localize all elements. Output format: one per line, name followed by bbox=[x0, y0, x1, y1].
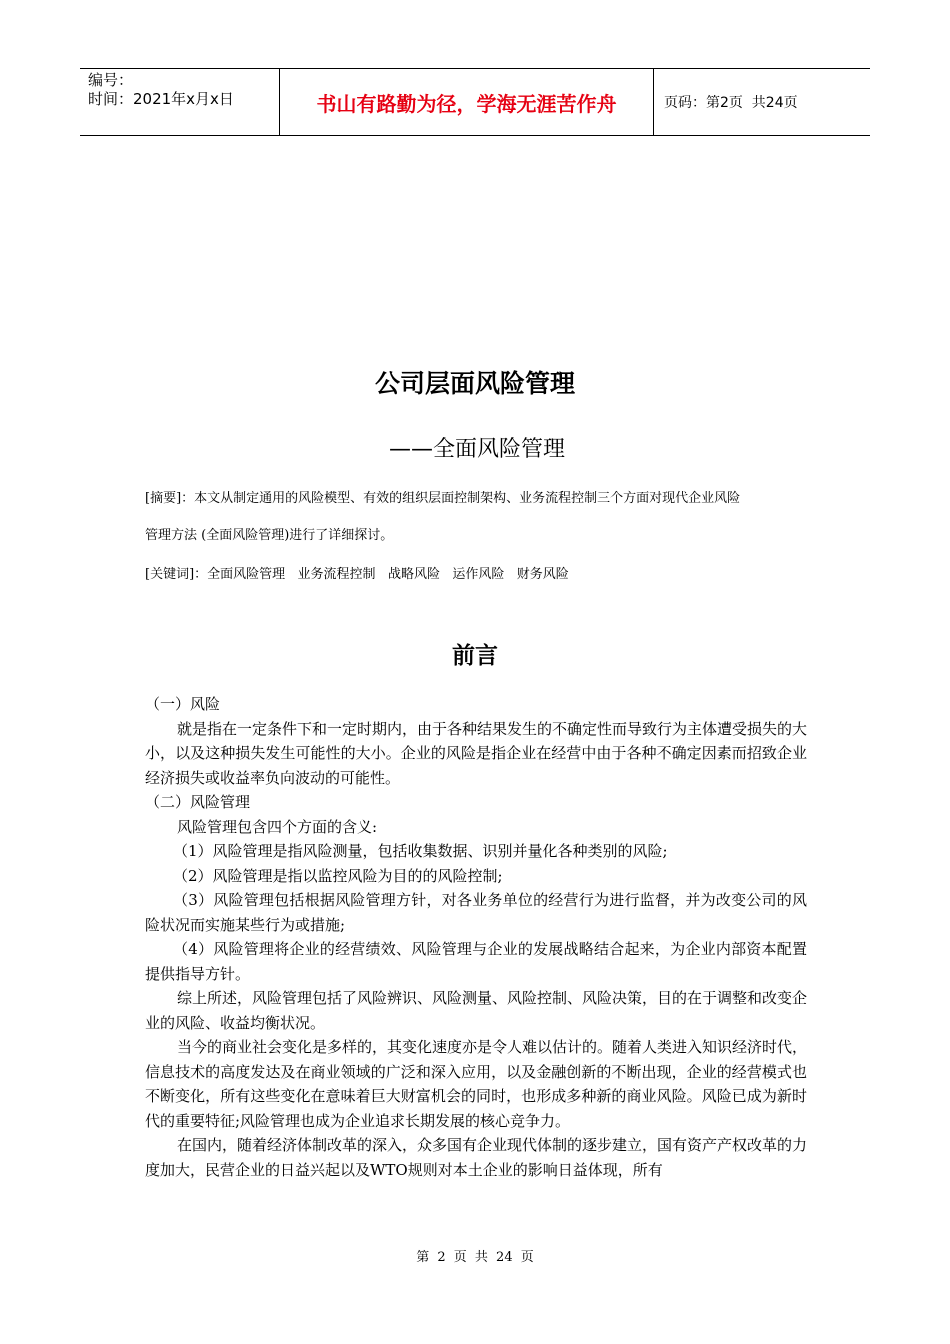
list-item: （4）风险管理将企业的经营绩效、风险管理与企业的发展战略结合起来，为企业内部资本配置提供指导方针。 bbox=[145, 940, 807, 983]
page-footer: 第 2 页 共 24 页 bbox=[416, 1250, 534, 1265]
document-title: 公司层面风险管理 bbox=[374, 369, 575, 398]
paragraph: 风险管理包含四个方面的含义: bbox=[177, 817, 378, 836]
paragraph: 就是指在一定条件下和一定时期内，由于各种结果发生的不确定性而导致行为主体遭受损失的大小，以及这种损失发生可能性的大小。企业的风险是指企业在经营中由于各种不确定因素而招致企业经济损失或收益率负向波动的可能性。 bbox=[145, 719, 808, 787]
list-item: （3）风险管理包括根据风险管理方针，对各业务单位的经营行为进行监督，并为改变公司的风险状况而实施某些行为或措施; bbox=[145, 891, 807, 934]
preface-heading: 前言 bbox=[452, 643, 498, 669]
paragraph: 当今的商业社会变化是多样的，其变化速度亦是令人难以估计的。随着人类进入知识经济时代，信息技术的高度发达及在商业领域的广泛和深入应用，以及金融创新的不断出现，企业的经营模式也不断变化，所有这些变化在意味着巨大财富机会的同时，也形成多种新的商业风险。风险已成为新时代的重要特征;风险管理也成为企业追求长期发展的核心竞争力。 bbox=[145, 1038, 808, 1130]
document-number-label: 编号： bbox=[88, 71, 134, 89]
abstract-line-2: 管理方法 (全面风险管理)进行了详细探讨。 bbox=[145, 528, 394, 543]
header-table bbox=[80, 68, 870, 136]
list-item: （1）风险管理是指风险测量，包括收集数据、识别并量化各种类别的风险; bbox=[173, 842, 668, 860]
header-motto-cell bbox=[280, 69, 654, 135]
document-subtitle: ——全面风险管理 bbox=[388, 437, 565, 462]
paragraph: 综上所述，风险管理包括了风险辨识、风险测量、风险控制、风险决策，目的在于调整和改变企业的风险、收益均衡状况。 bbox=[145, 989, 808, 1032]
list-item: （2）风险管理是指以监控风险为目的的风险控制; bbox=[173, 866, 503, 885]
header-motto: 书山有路勤为径，学海无涯苦作舟 bbox=[316, 91, 617, 116]
section-heading-risk: （一）风险 bbox=[145, 695, 221, 713]
header-page-cell bbox=[654, 69, 870, 135]
header-page-info: 页码：第2页 共24页 bbox=[664, 95, 798, 111]
keywords: [关键词]：全面风险管理 业务流程控制 战略风险 运作风险 财务风险 bbox=[145, 567, 569, 582]
header-meta-cell bbox=[80, 69, 280, 135]
paragraph: 在国内，随着经济体制改革的深入，众多国有企业现代体制的逐步建立，国有资产产权改革的力度加大，民营企业的日益兴起以及WTO规则对本土企业的影响日益体现，所有 bbox=[145, 1136, 808, 1179]
section-heading-risk-management: （二）风险管理 bbox=[145, 793, 251, 811]
document-time-label: 时间：2021年x月x日 bbox=[88, 90, 234, 108]
body-text bbox=[145, 692, 807, 1182]
abstract-line-1: [摘要]：本文从制定通用的风险模型、有效的组织层面控制架构、业务流程控制三个方面对现代企业风险 bbox=[145, 491, 741, 506]
abstract bbox=[145, 490, 825, 545]
